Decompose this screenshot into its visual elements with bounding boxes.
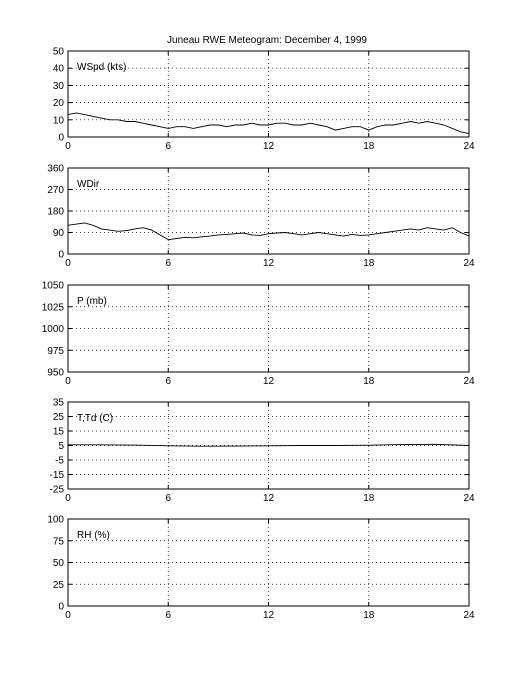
y-tick-label: 0: [58, 249, 64, 261]
y-tick-label: 50: [52, 46, 64, 58]
y-tick-label: 25: [52, 579, 64, 591]
panel-label: WSpd (kts): [77, 62, 127, 73]
y-tick-label: 20: [52, 98, 64, 110]
x-tick-label: 12: [262, 493, 275, 504]
y-tick-label: -15: [49, 470, 64, 481]
y-tick-label: 180: [47, 206, 64, 218]
y-tick-label: 5: [58, 441, 64, 452]
panel-5: [47, 515, 475, 622]
x-tick-label: 6: [165, 141, 172, 152]
y-tick-label: -5: [55, 455, 64, 467]
x-tick-label: 12: [262, 141, 275, 152]
y-tick-label: 30: [52, 80, 64, 92]
y-tick-label: 90: [52, 228, 64, 239]
x-tick-label: 24: [463, 493, 475, 504]
x-tick-label: 6: [165, 376, 172, 387]
x-tick-label: 18: [363, 493, 375, 504]
x-tick-label: 18: [363, 141, 375, 152]
y-tick-label: 35: [52, 397, 64, 409]
x-tick-label: 12: [262, 376, 275, 387]
y-tick-label: 0: [58, 132, 64, 144]
y-tick-label: 950: [47, 367, 64, 379]
x-tick-label: 0: [65, 493, 71, 504]
x-tick-label: 6: [165, 493, 172, 504]
panel-4: [50, 398, 475, 505]
y-tick-label: 15: [52, 426, 64, 438]
x-tick-label: 18: [363, 610, 375, 621]
x-tick-label: 0: [65, 610, 71, 621]
x-tick-label: 24: [463, 610, 475, 621]
x-tick-label: 0: [65, 376, 71, 387]
y-tick-label: 75: [52, 536, 64, 548]
panel-2: [47, 164, 475, 270]
x-tick-label: 0: [65, 258, 71, 269]
y-tick-label: 100: [47, 514, 64, 526]
x-tick-label: 18: [363, 376, 375, 387]
y-tick-label: 975: [47, 345, 64, 357]
panel-label: RH (%): [77, 530, 110, 541]
y-tick-label: 1025: [41, 302, 64, 314]
panel-1: [53, 47, 475, 153]
y-tick-label: 25: [52, 412, 64, 423]
y-tick-label: 50: [52, 558, 64, 569]
panel-label: T,Td (C): [77, 413, 114, 424]
y-tick-label: 270: [47, 185, 64, 196]
panels-group: [42, 47, 475, 622]
y-tick-label: -25: [49, 484, 64, 496]
x-tick-label: 12: [262, 610, 275, 621]
y-tick-label: 40: [52, 63, 64, 75]
x-tick-label: 12: [262, 258, 275, 269]
x-tick-label: 18: [363, 258, 375, 269]
x-tick-label: 24: [463, 376, 475, 387]
x-tick-label: 24: [463, 258, 475, 269]
x-tick-label: 0: [65, 141, 71, 152]
x-tick-label: 6: [165, 258, 172, 269]
x-tick-label: 24: [463, 141, 475, 152]
chart-title: Juneau RWE Meteogram: December 4, 1999: [167, 35, 367, 46]
y-tick-label: 1000: [41, 324, 64, 335]
y-tick-label: 360: [47, 163, 64, 175]
y-tick-label: 0: [58, 601, 64, 613]
y-tick-label: 1050: [41, 280, 64, 292]
y-tick-label: 10: [52, 115, 64, 127]
panel-label: WDir: [77, 179, 100, 190]
panel-label: P (mb): [77, 296, 107, 307]
x-tick-label: 6: [165, 610, 172, 621]
panel-3: [42, 281, 475, 388]
